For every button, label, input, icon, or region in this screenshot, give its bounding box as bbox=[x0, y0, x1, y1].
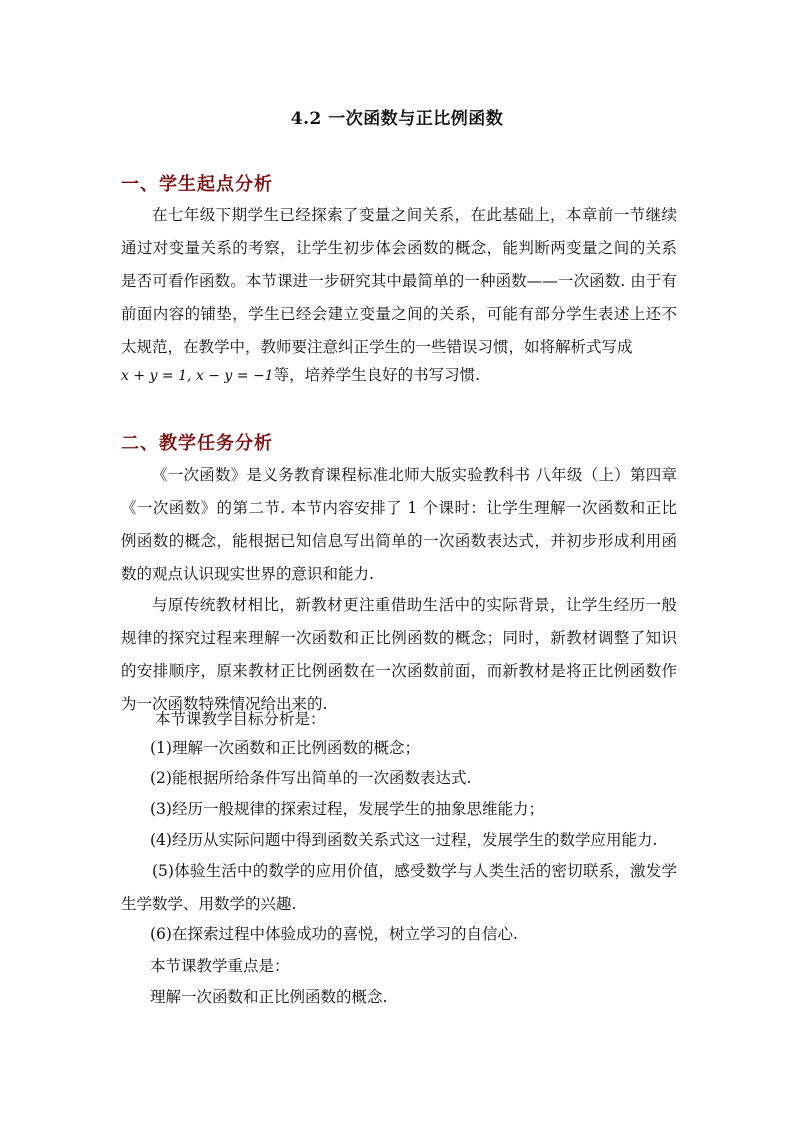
key-point: 理解一次函数和正比例函数的概念. bbox=[150, 988, 388, 1006]
goal-item-4: (4)经历从实际问题中得到函数关系式这一过程，发展学生的数学应用能力. bbox=[150, 831, 658, 849]
paragraph-text: 在七年级下期学生已经探索了变量之间关系，在此基础上，本章前一节继续通过对变量关系的考察，让学生初步体会函数的概念，能判断两变量之间的关系是否可看作函数。本节课进一步研究其中最简单的一种函数——一次函数. 由于有前面内容的铺垫，学生已经会建立变量之间的关系，可能有部分学生表述上还不太规范，在教学中，教师要注意纠正学生的一些错误习惯，如将解析式写成 bbox=[121, 206, 677, 356]
goal-item-5: (5)体验生活中的数学的应用价值，感受数学与人类生活的密切联系，激发学生学数学、用数学的兴趣. bbox=[121, 862, 677, 913]
page-title: 4.2 一次函数与正比例函数 bbox=[290, 109, 504, 129]
paragraph-student-analysis bbox=[121, 199, 677, 364]
key-point-intro: 本节课教学重点是： bbox=[150, 957, 290, 975]
paragraph-task-analysis-1: 《一次函数》是义务教育课程标准北师大版实验教科书 八年级（上）第四章 《一次函数》的第二节. 本节内容安排了 1 个课时：让学生理解一次函数和正比例函数的概念，能根据已知信息写出简单的一次函数表达式，并初步形成利用函数的观点认识现实世界的意识和能力. bbox=[121, 466, 677, 583]
goal-item-1: (1)理解一次函数和正比例函数的概念； bbox=[150, 739, 420, 757]
formula: x + y = 1, x − y = −1 bbox=[121, 368, 274, 384]
section-heading-student-analysis: 一、学生起点分析 bbox=[121, 174, 273, 195]
goals-intro: 本节课教学目标分析是： bbox=[155, 710, 326, 728]
formula-line bbox=[121, 359, 677, 393]
formula-tail: 等，培养学生良好的书写习惯. bbox=[273, 366, 481, 384]
paragraph-task-analysis-2: 与原传统教材相比，新教材更注重借助生活中的实际背景，让学生经历一般规律的探究过程来理解一次函数和正比例函数的概念；同时，新教材调整了知识的安排顺序，原来教材正比例函数在一次函数前面，而新教材是将正比例函数作为一次函数特殊情况给出来的. bbox=[121, 596, 677, 713]
goal-item-3: (3)经历一般规律的探索过程，发展学生的抽象思维能力； bbox=[150, 800, 544, 818]
goal-item-6: (6)在探索过程中体验成功的喜悦，树立学习的自信心. bbox=[150, 925, 518, 943]
goal-item-2: (2)能根据所给条件写出简单的一次函数表达式. bbox=[150, 769, 472, 787]
section-heading-task-analysis: 二、教学任务分析 bbox=[121, 433, 273, 454]
